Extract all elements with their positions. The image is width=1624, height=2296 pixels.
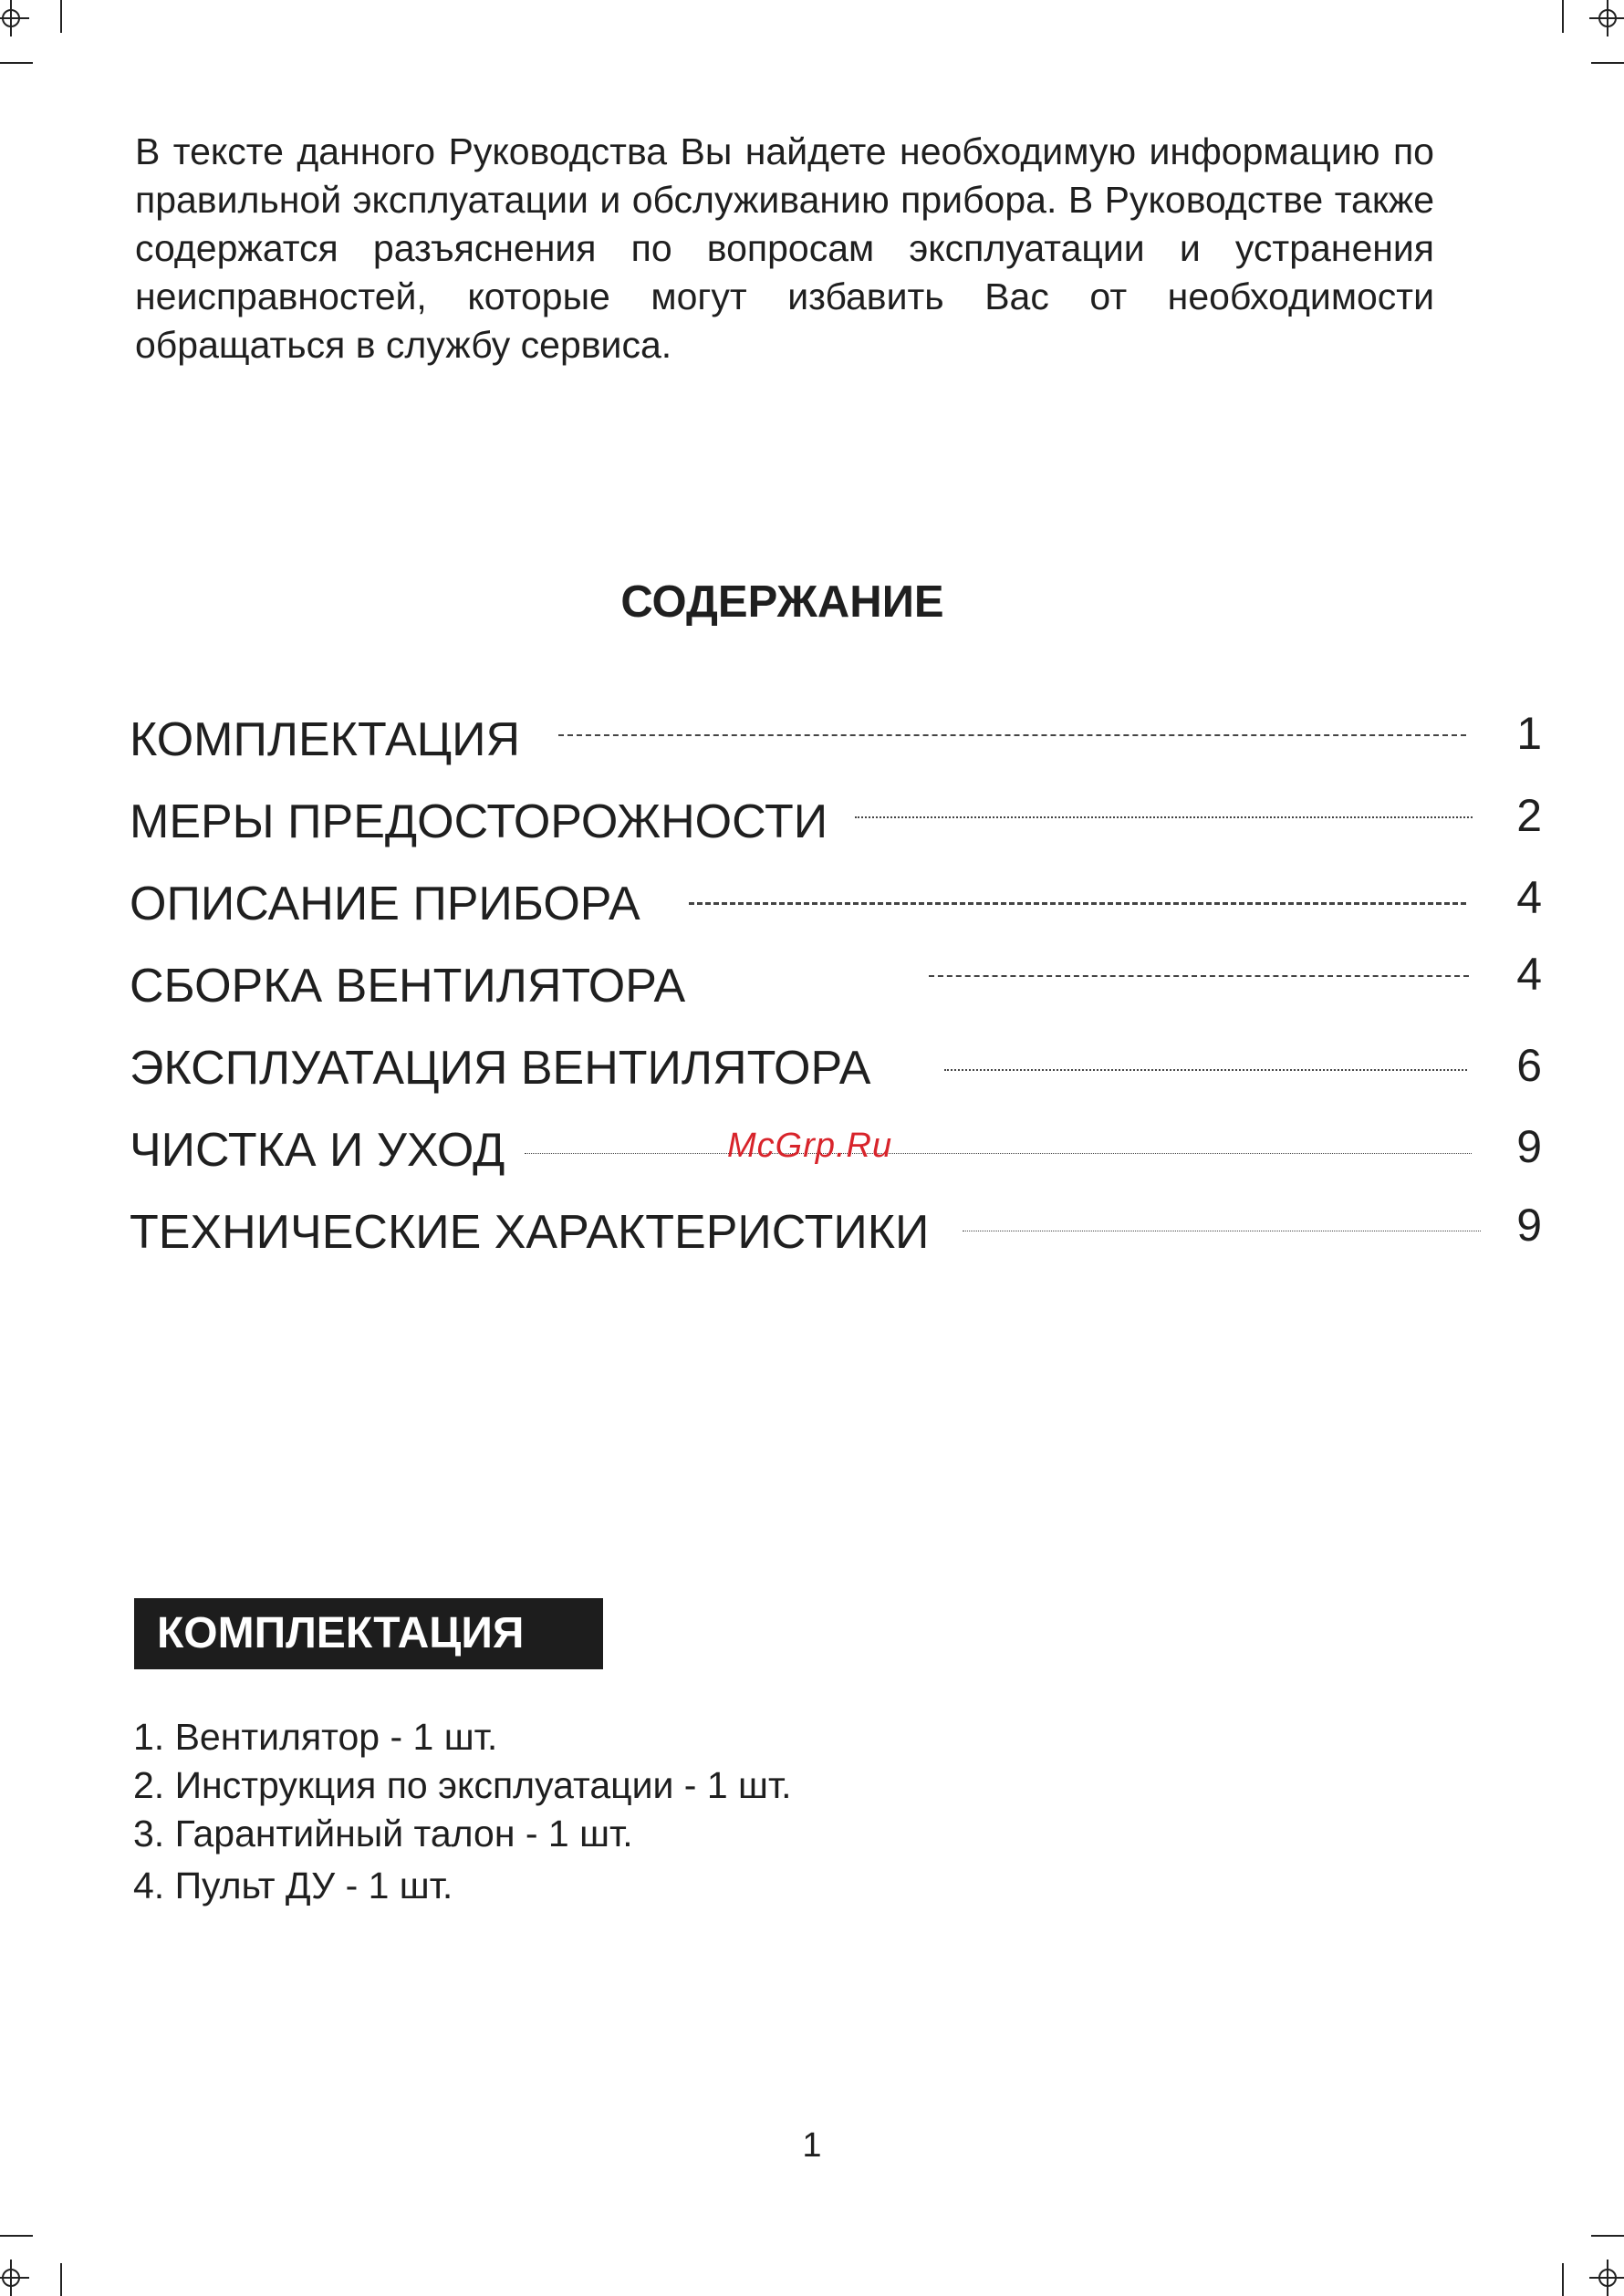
crop-mark-line: [0, 2235, 33, 2237]
toc-item-label: ТЕХНИЧЕСКИЕ ХАРАКТЕРИСТИКИ: [130, 1206, 930, 1259]
toc-item-page: 9: [1516, 1121, 1542, 1172]
crop-mark-line: [60, 2263, 62, 2296]
toc-item-label: ОПИСАНИЕ ПРИБОРА: [130, 878, 640, 930]
crop-mark-line: [1562, 2263, 1564, 2296]
intro-paragraph: В тексте данного Руководства Вы найдете необходимую информацию по правильной эксплуатации и обслуживанию прибора. В Руководстве также содержатся разъяснения по вопросам эксплуатации и устранения неисправностей, которые могут избавить Вас от необходимости обращаться в службу сервиса.: [135, 130, 1434, 366]
toc-item-page: 4: [1516, 949, 1542, 1000]
registration-mark-top-right: [1589, 0, 1624, 36]
crop-mark-line: [60, 0, 62, 33]
toc-item-page: 2: [1516, 790, 1542, 841]
registration-mark-bottom-right: [1589, 2260, 1624, 2296]
section-header-contents: КОМПЛЕКТАЦИЯ: [134, 1598, 603, 1669]
toc-item-label: КОМПЛЕКТАЦИЯ: [130, 713, 521, 766]
toc-leader-dots: [855, 816, 1473, 818]
crop-mark-line: [1562, 0, 1564, 33]
toc-item-label: ЧИСТКА И УХОД: [130, 1124, 505, 1177]
list-item: 2. Инструкция по эксплуатации - 1 шт.: [133, 1764, 792, 1806]
toc-item-label: ЭКСПЛУАТАЦИЯ ВЕНТИЛЯТОРА: [130, 1042, 871, 1095]
toc-item-page: 9: [1516, 1200, 1542, 1251]
toc-leader-dots: [689, 902, 1466, 905]
toc-item-page: 1: [1516, 708, 1542, 759]
toc-item[interactable]: [0, 707, 1624, 771]
toc-item-page: 4: [1516, 872, 1542, 923]
toc-item[interactable]: [0, 1035, 1624, 1099]
toc-item-page: 6: [1516, 1040, 1542, 1091]
crop-mark-line: [0, 62, 33, 64]
crop-mark-line: [1591, 62, 1624, 64]
toc-leader-dots: [558, 734, 1466, 736]
list-item: 1. Вентилятор - 1 шт.: [133, 1716, 498, 1758]
list-item: 3. Гарантийный талон - 1 шт.: [133, 1813, 633, 1854]
toc-item[interactable]: [0, 949, 1624, 1017]
toc-item[interactable]: [0, 789, 1624, 853]
toc-leader-dots: [929, 975, 1469, 977]
list-item: 4. Пульт ДУ - 1 шт.: [133, 1865, 453, 1906]
registration-mark-bottom-left: [0, 2260, 29, 2296]
crop-mark-line: [1591, 2235, 1624, 2237]
toc-item-label: МЕРЫ ПРЕДОСТОРОЖНОСТИ: [130, 795, 828, 848]
toc-item-label: СБОРКА ВЕНТИЛЯТОРА: [130, 960, 686, 1013]
registration-mark-top-left: [0, 0, 29, 36]
watermark-text: McGrp.Ru: [727, 1127, 893, 1165]
toc-leader-dots: [944, 1069, 1467, 1071]
toc-leader-dots: [525, 1153, 1472, 1154]
toc-item[interactable]: [0, 1200, 1624, 1263]
toc-title: СОДЕРЖАНИЕ: [620, 577, 944, 627]
contents-list: [133, 1713, 792, 1910]
toc-item[interactable]: [0, 871, 1624, 935]
page-number: 1: [802, 2126, 822, 2165]
